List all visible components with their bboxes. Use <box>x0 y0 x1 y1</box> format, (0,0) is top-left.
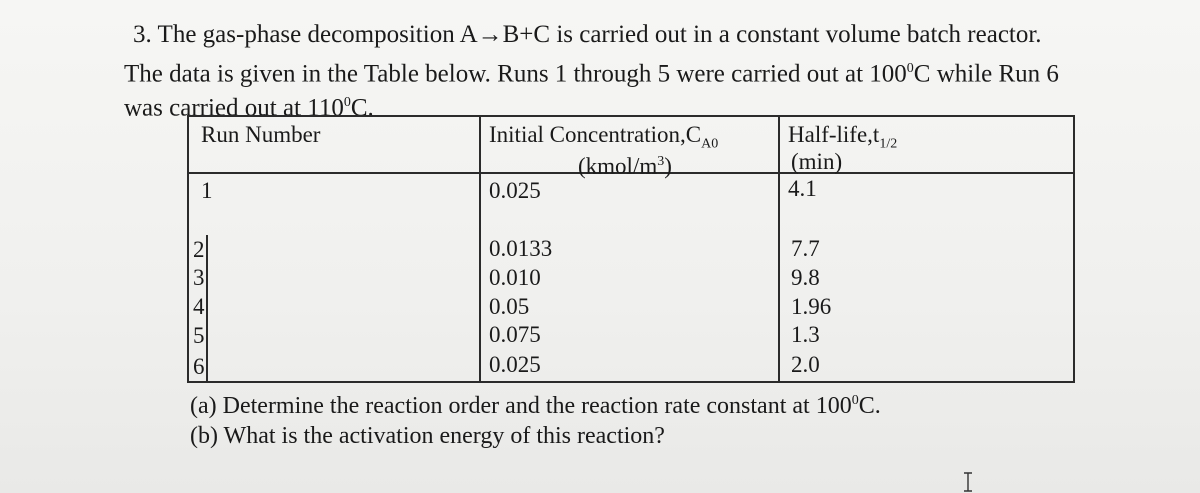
header-conc-unit-sup: 3 <box>657 154 665 169</box>
text-cursor-icon <box>961 472 975 492</box>
problem-text-3b: C. <box>350 94 374 122</box>
header-conc-sub: A0 <box>701 136 719 152</box>
half-life-cell: 9.8 <box>791 265 820 290</box>
concentration-cell: 0.025 <box>489 352 541 377</box>
header-conc-text: Initial Concentration,C <box>489 122 702 147</box>
header-conc-unit-close: ) <box>664 153 672 179</box>
concentration-cell: 0.0133 <box>489 236 553 261</box>
problem-statement-line-2 <box>124 54 1059 89</box>
header-run-number: Run Number <box>201 122 321 147</box>
problem-text-3: was carried out at 110 <box>124 94 344 122</box>
question-a <box>190 387 881 420</box>
concentration-cell: 0.025 <box>489 178 541 203</box>
concentration-cell: 0.075 <box>489 322 541 347</box>
header-conc-unit-text: (kmol/m <box>578 153 658 179</box>
problem-text-2b: C while Run 6 <box>913 60 1059 88</box>
degree-mark: 0 <box>851 393 859 408</box>
run-number-cell: 2 <box>193 237 205 262</box>
data-table <box>187 115 1075 383</box>
concentration-cell: 0.010 <box>489 265 541 290</box>
degree-mark: 0 <box>343 95 351 110</box>
header-concentration-units <box>578 149 672 180</box>
half-life-cell: 1.3 <box>791 322 820 347</box>
header-half-life-units: (min) <box>791 149 843 174</box>
run-number-cell: 5 <box>193 323 205 348</box>
run-number-cell: 3 <box>193 265 205 290</box>
half-life-cell: 2.0 <box>791 352 820 377</box>
header-half-sub: 1/2 <box>879 136 898 152</box>
run-column-divider <box>206 235 208 381</box>
concentration-cell: 0.05 <box>489 294 530 319</box>
problem-statement-line-1 <box>133 20 1042 50</box>
half-life-cell: 4.1 <box>788 176 817 201</box>
half-life-cell: 1.96 <box>791 294 832 319</box>
column-divider <box>479 117 481 381</box>
degree-mark: 0 <box>906 61 914 76</box>
problem-text-2: The data is given in the Table below. Runs 1 through 5 were carried out at 100 <box>124 60 907 88</box>
question-a-end: C. <box>858 393 881 419</box>
run-number-cell: 6 <box>193 354 205 379</box>
header-half-text: Half-life,t <box>788 122 880 147</box>
half-life-cell: 7.7 <box>791 236 820 261</box>
problem-text-1: 3. The gas-phase decomposition A→B+C is carried out in a constant volume batch reactor. <box>133 21 1042 48</box>
run-number-cell: 4 <box>193 294 205 319</box>
question-a-text: (a) Determine the reaction order and the reaction rate constant at 100 <box>190 393 852 419</box>
question-b: (b) What is the activation energy of this reaction? <box>190 423 665 449</box>
run-number-cell: 1 <box>201 178 213 203</box>
column-divider <box>778 117 780 381</box>
